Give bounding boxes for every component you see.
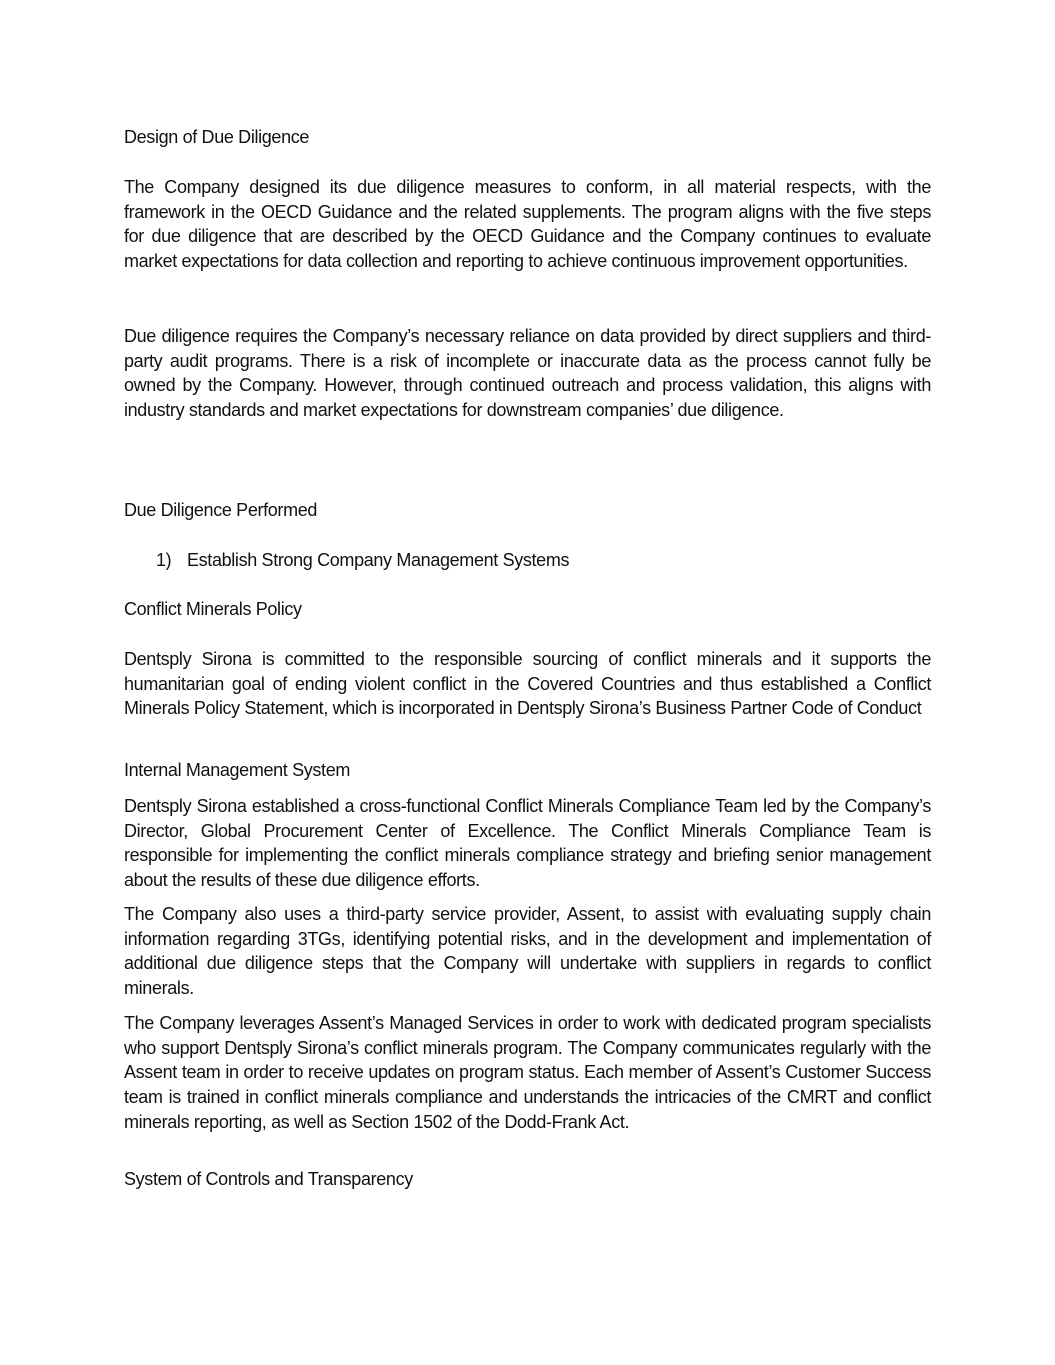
section-heading-conflict-minerals-policy: Conflict Minerals Policy	[124, 599, 302, 619]
paragraph-data-reliance: Due diligence requires the Company’s necessary reliance on data provided by direct suppliers and third-party audit programs. There is a risk of incomplete or inaccurate data as the process cannot fully be owned by the Company. However, through continued outreach and process validation, this aligns with industry standards and market expectations for downstream companies’ due diligence.	[124, 326, 931, 421]
section-heading-due-diligence-performed: Due Diligence Performed	[124, 500, 318, 520]
section-heading-design-of-due-diligence: Design of Due Diligence	[124, 127, 310, 147]
list-item-label: Establish Strong Company Management Systems	[187, 550, 570, 570]
list-item-number: 1)	[156, 550, 172, 570]
paragraph-managed-services: The Company leverages Assent’s Managed Services in order to work with dedicated program specialists who support Dentsply Sirona’s conflict minerals program. The Company communicates regularly with the Assent team in order to receive updates on program status. Each member of Assent’s Customer Success team is trained in conflict minerals compliance and understands the intricacies of the CMRT and conflict minerals reporting, as well as Section 1502 of the Dodd-Frank Act.	[124, 1013, 931, 1132]
section-heading-system-of-controls: System of Controls and Transparency	[124, 1169, 413, 1189]
section-heading-internal-management-system: Internal Management System	[124, 760, 351, 780]
list-item-step-1	[156, 548, 931, 573]
paragraph-assent-provider: The Company also uses a third-party service provider, Assent, to assist with evaluating supply chain information regarding 3TGs, identifying potential risks, and in the development and implementation of additional due diligence steps that the Company will undertake with suppliers in regards to conflict minerals.	[124, 904, 931, 999]
paragraph-design-framework: The Company designed its due diligence measures to conform, in all material respects, with the framework in the OECD Guidance and the related supplements. The program aligns with the five steps for due diligence that are described by the OECD Guidance and the Company continues to evaluate market expectations for data collection and reporting to achieve continuous improvement opportunities.	[124, 177, 931, 272]
paragraph-policy-statement: Dentsply Sirona is committed to the responsible sourcing of conflict minerals and it supports the humanitarian goal of ending violent conflict in the Covered Countries and thus established a Conflict Minerals Policy Statement, which is incorporated in Dentsply Sirona’s Business Partner Code of Conduct	[124, 649, 931, 719]
paragraph-compliance-team: Dentsply Sirona established a cross-functional Conflict Minerals Compliance Team led by the Company’s Director, Global Procurement Center of Excellence. The Conflict Minerals Compliance Team is responsible for implementing the conflict minerals compliance strategy and briefing senior management about the results of these due diligence efforts.	[124, 796, 931, 891]
